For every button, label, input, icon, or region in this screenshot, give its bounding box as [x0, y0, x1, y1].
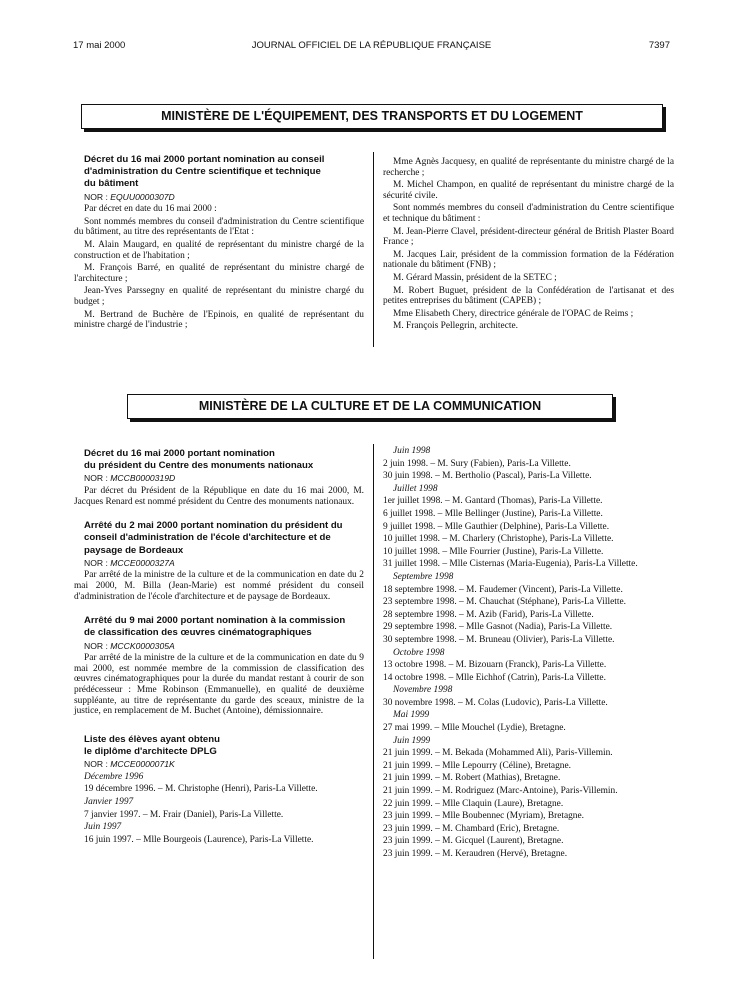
graduate-entry: 30 septembre 1998. – M. Bruneau (Olivier), Paris-La Villette. [383, 634, 615, 645]
graduate-entry: 29 septembre 1998. – Mlle Gasnot (Nadia), Paris-La Villette. [383, 622, 613, 633]
decree-title-line: Décret du 16 mai 2000 portant nomination [84, 448, 275, 459]
month-heading: Juin 1999 [393, 735, 431, 746]
graduate-entry: 21 juin 1999. – M. Robert (Mathias), Bretagne. [383, 773, 561, 784]
arrete-cinema-nor [74, 641, 364, 652]
graduate-entry: 16 juin 1997. – Mlle Bourgeois (Laurence), Paris-La Villette. [84, 834, 314, 845]
running-header [73, 40, 670, 54]
month-heading: Juin 1998 [393, 446, 431, 456]
ministry-equipement-title: MINISTÈRE DE L'ÉQUIPEMENT, DES TRANSPORTS ET DU LOGEMENT [161, 109, 583, 123]
paragraph: M. Robert Buguet, président de la Confédération de l'artisanat et des petites entreprises du bâtiment (CAPEB) ; [383, 285, 674, 307]
month-heading: Mai 1999 [393, 710, 430, 721]
month-heading: Janvier 1997 [84, 796, 134, 807]
paragraph: M. Alain Maugard, en qualité de représentant du ministre chargé de la construction et de l'habitation ; [74, 239, 364, 261]
ministry-equipement-banner [81, 104, 663, 129]
month-heading: Juillet 1998 [393, 483, 438, 494]
decree-cstb-title-line: du bâtiment [84, 178, 139, 190]
nor-code: MCCE0000327A [110, 557, 175, 568]
graduate-entry: 6 juillet 1998. – Mlle Bellinger (Justine), Paris-La Villette. [383, 508, 603, 519]
graduate-entry: 23 septembre 1998. – M. Chauchat (Stéphane), Paris-La Villette. [383, 597, 626, 608]
decree-title-line: du président du Centre des monuments nationaux [84, 460, 314, 472]
decree-monuments-nor [74, 473, 364, 484]
graduate-entry: 23 juin 1999. – Mlle Boubennec (Myriam), Bretagne. [383, 811, 584, 822]
decree-cstb-nor [74, 192, 364, 203]
paragraph: Mme Elisabeth Chery, directrice générale de l'OPAC de Reims ; [393, 308, 634, 319]
graduate-entry: 30 juin 1998. – M. Bertholio (Pascal), Paris-La Villette. [383, 471, 592, 482]
month-heading: Octobre 1998 [393, 647, 445, 658]
decree-title-line: Arrêté du 2 mai 2000 portant nomination du président du [84, 520, 343, 532]
graduate-entry: 22 juin 1999. – Mlle Claquin (Laure), Bretagne. [383, 798, 564, 809]
paragraph: Par arrêté de la ministre de la culture et de la communication en date du 2 mai 2000, M. Billa (Jean-Marie) est nommé président du conseil d'administration de l'école d'architecture et de paysage de Bordeaux. [74, 570, 364, 602]
graduate-entry: 13 octobre 1998. – M. Bizouarn (Franck), Paris-La Villette. [383, 660, 607, 671]
month-heading: Novembre 1998 [393, 685, 453, 696]
graduate-entry: 30 novembre 1998. – M. Colas (Ludovic), Paris-La Villette. [383, 697, 608, 708]
paragraph: M. Jean-Pierre Clavel, président-directeur général de British Plaster Board France ; [383, 226, 674, 248]
graduate-entry: 23 juin 1999. – M. Gicquel (Laurent), Bretagne. [383, 836, 564, 847]
paragraph: Jean-Yves Parssegny en qualité de représentant du ministre chargé du budget ; [74, 286, 364, 307]
paragraph: Sont nommés membres du conseil d'administration du Centre scientifique du bâtiment, au titre des représentants de l'Etat : [74, 216, 364, 238]
paragraph: Mme Agnès Jacquesy, en qualité de représentante du ministre chargé de la recherche ; [383, 157, 674, 178]
graduate-entry: 1er juillet 1998. – M. Gantard (Thomas), Paris-La Villette. [383, 496, 603, 507]
paragraph: Par décret du Président de la République en date du 16 mai 2000, M. Jacques Renard est nommé président du Centre des monuments nationaux. [74, 486, 364, 507]
arrete-bordeaux-nor [74, 558, 364, 569]
paragraph: M. Bertrand de Buchère de l'Epinois, en qualité de représentant du ministre chargé de l'industrie ; [74, 309, 364, 331]
graduate-entry: 7 janvier 1997. – M. Frair (Daniel), Paris-La Villette. [84, 809, 284, 820]
nor-label: NOR : [84, 640, 108, 651]
graduate-entry: 2 juin 1998. – M. Sury (Fabien), Paris-La Villette. [383, 458, 571, 469]
decree-title-line: paysage de Bordeaux [84, 544, 184, 556]
page-number: 7397 [648, 40, 670, 51]
decree-title-line: de classification des œuvres cinématographiques [84, 627, 312, 639]
graduate-entry: 9 juillet 1998. – Mlle Gauthier (Delphine), Paris-La Villette. [383, 521, 610, 532]
decree-title-line: le diplôme d'architecte DPLG [84, 745, 217, 757]
ministry-culture-title: MINISTÈRE DE LA CULTURE ET DE LA COMMUNICATION [198, 399, 542, 413]
graduates-list-left [74, 772, 364, 846]
column-divider [373, 444, 374, 959]
paragraph: M. Michel Champon, en qualité de représentant du ministre chargé de la sécurité civile. [383, 180, 674, 201]
decree-monuments-title [74, 449, 364, 471]
decree-cstb-title [74, 155, 364, 190]
decree-cstb-title-line: Décret du 16 mai 2000 portant nomination au conseil [84, 154, 325, 165]
arrete-cinema-title [74, 616, 364, 638]
month-heading: Juin 1997 [84, 822, 122, 833]
month-heading: Décembre 1996 [84, 771, 144, 782]
nor-label: NOR : [84, 759, 108, 770]
graduate-entry: 14 octobre 1998. – Mlle Eichhof (Catrin), Paris-La Villette. [383, 672, 606, 683]
nor-code: MCCK0000305A [110, 640, 175, 651]
decree-title-line: Arrêté du 9 mai 2000 portant nomination à la commission [84, 615, 346, 627]
paragraph: Sont nommés membres du conseil d'administration du Centre scientifique et technique du bâtiment : [383, 203, 674, 224]
paragraph: M. Jacques Lair, président de la commission formation de la Fédération nationale du bâtiment (FNB) ; [383, 249, 674, 271]
graduate-entry: 19 décembre 1996. – M. Christophe (Henri), Paris-La Villette. [84, 784, 318, 795]
culture-left-column [74, 449, 364, 847]
nor-label: NOR : [84, 473, 108, 484]
graduate-entry: 28 septembre 1998. – M. Azib (Farid), Paris-La Villette. [383, 609, 594, 620]
paragraph: M. François Barré, en qualité de représentant du ministre chargé de l'architecture ; [74, 263, 364, 284]
graduate-entry: 18 septembre 1998. – M. Faudemer (Vincent), Paris-La Villette. [383, 584, 623, 595]
paragraph: Par décret en date du 16 mai 2000 : [84, 204, 217, 215]
graduate-entry: 10 juillet 1998. – Mlle Fourrier (Justine), Paris-La Villette. [383, 546, 604, 557]
decree-cstb-right-column [383, 157, 674, 334]
issue-date: 17 mai 2000 [73, 40, 126, 51]
nor-code: EQUU0000307D [110, 191, 175, 202]
paragraph: M. Gérard Massin, président de la SETEC ; [393, 272, 557, 283]
decree-title-line: conseil d'administration de l'école d'architecture et de [84, 532, 331, 544]
decree-cstb-title-line: d'administration du Centre scientifique et technique [84, 166, 321, 178]
graduate-entry: 27 mai 1999. – Mlle Mouchel (Lydie), Bretagne. [383, 723, 566, 734]
paragraph: M. François Pellegrin, architecte. [393, 321, 518, 332]
graduate-entry: 23 juin 1999. – M. Keraudren (Hervé), Bretagne. [383, 849, 568, 859]
decree-title-line: Liste des élèves ayant obtenu [84, 733, 220, 745]
graduate-entry: 21 juin 1999. – M. Rodriguez (Marc-Antoine), Paris-Villemin. [383, 786, 618, 797]
graduate-entry: 31 juillet 1998. – Mlle Cisternas (Maria-Eugenia), Paris-La Villette. [383, 559, 638, 570]
column-divider [373, 152, 374, 347]
nor-code: MCCE0000071K [110, 759, 175, 770]
graduate-entry: 21 juin 1999. – Mlle Lepourry (Céline), Bretagne. [383, 760, 571, 771]
arrete-bordeaux-title [74, 521, 364, 556]
nor-label: NOR : [84, 191, 108, 202]
nor-code: MCCB0000319D [110, 473, 176, 484]
month-heading: Septembre 1998 [393, 571, 454, 582]
paragraph: Par arrêté de la ministre de la culture et de la communication en date du 9 mai 2000, est nommée membre de la commission de classification des œuvres cinématographiques pour la durée du mandat restant à courir de son prédécesseur : Mme Robinson (Emmanuelle), en qualité de deuxième suppléante, au titre de représentante du garde des sceaux, ministre de la justice, en remplacement de M. Buchet (Antoine), démissionnaire. [74, 653, 364, 717]
ministry-culture-banner [127, 394, 613, 419]
graduate-entry: 21 juin 1999. – M. Bekada (Mohammed Ali), Paris-Villemin. [383, 748, 613, 759]
nor-label: NOR : [84, 557, 108, 568]
liste-dplg-title [74, 735, 364, 757]
graduates-list-right [383, 440, 683, 862]
decree-cstb-left-column [74, 155, 364, 333]
graduate-entry: 10 juillet 1998. – M. Charlery (Christophe), Paris-La Villette. [383, 534, 614, 545]
liste-dplg-nor [74, 759, 364, 770]
graduate-entry: 23 juin 1999. – M. Chambard (Eric), Bretagne. [383, 823, 560, 834]
journal-title: JOURNAL OFFICIEL DE LA RÉPUBLIQUE FRANÇAISE [251, 40, 492, 51]
